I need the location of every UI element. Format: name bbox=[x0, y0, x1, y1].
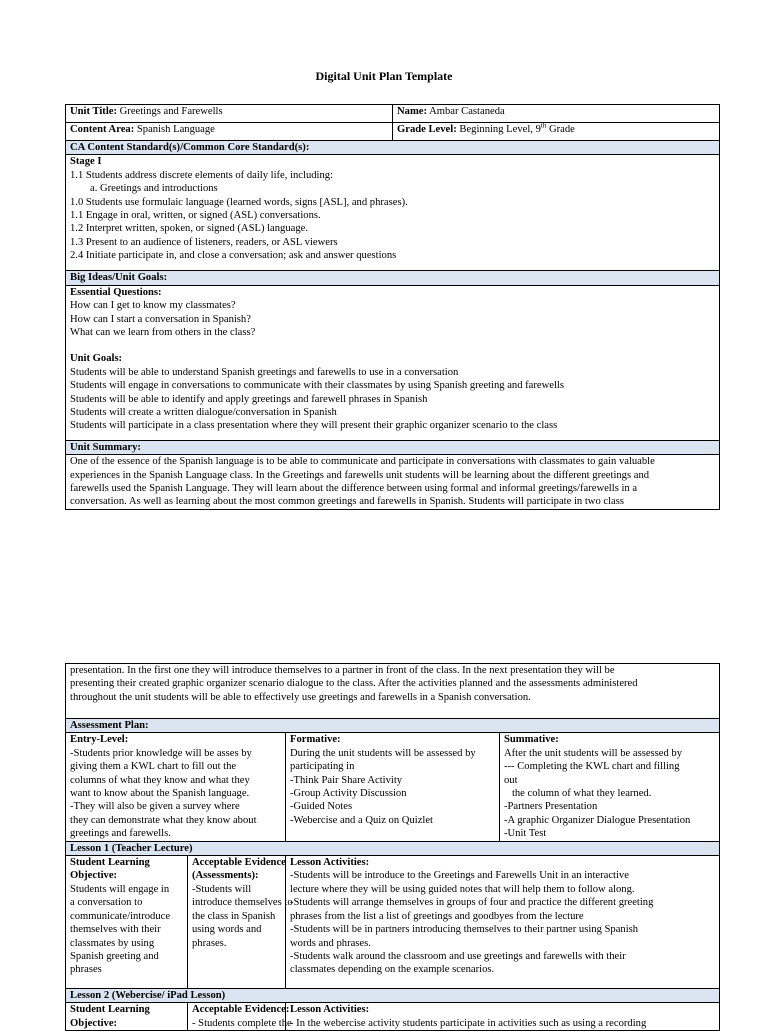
formative-line: -Guided Notes bbox=[290, 801, 353, 813]
lesson1-evidence-line: introduce themselves to bbox=[192, 897, 293, 909]
content-area-cell bbox=[66, 123, 393, 141]
lesson1-activities-label: Lesson Activities: bbox=[290, 857, 370, 869]
lesson1-objective-line: themselves with their bbox=[70, 924, 161, 936]
big-ideas-body bbox=[66, 285, 720, 440]
unit-goal: Students will create a written dialogue/conversation in Spanish bbox=[70, 407, 337, 419]
unit-summary-header: Unit Summary: bbox=[66, 440, 720, 454]
unit-title-label: Unit Title: bbox=[70, 106, 117, 117]
lesson2-evidence-cell bbox=[188, 1003, 292, 1031]
standards-body bbox=[66, 155, 720, 271]
entry-level-line: giving them a KWL chart to fill out the bbox=[70, 761, 237, 773]
lesson2-objective-label: Student Learning bbox=[70, 1004, 150, 1016]
entry-level-line: -They will also be given a survey where bbox=[70, 801, 240, 813]
entry-level-line: they can demonstrate what they know about bbox=[70, 814, 257, 826]
unit-plan-table-page1 bbox=[65, 104, 720, 510]
unit-goal: Students will be able to identify and apply greetings and farewell phrases in Spanish bbox=[70, 393, 428, 405]
lesson1-objective-line: classmates by using bbox=[70, 937, 155, 949]
unit-goal: Students will participate in a class presentation where they will present their graphic organizer scenario to the class bbox=[70, 420, 558, 432]
lesson1-evidence-line: the class in Spanish bbox=[192, 910, 276, 922]
summary-line: One of the essence of the Spanish language is to be able to communicate and participate in conversations with classmates to gain valuable bbox=[70, 456, 655, 468]
lesson2-evidence-line: - Students complete the bbox=[192, 1017, 292, 1029]
lesson1-activity-line: -Students walk around the classroom and use greetings and farewells with their bbox=[290, 950, 626, 962]
summative-line: After the unit students will be assessed by bbox=[504, 747, 683, 759]
standard-line: 2.4 Initiate participate in, and close a conversation; ask and answer questions bbox=[70, 250, 397, 262]
lesson1-evidence-label: Acceptable Evidence bbox=[192, 857, 286, 869]
content-area-value: Spanish Language bbox=[136, 124, 215, 135]
essential-questions-label: Essential Questions: bbox=[70, 286, 162, 298]
unit-title-value: Greetings and Farewells bbox=[119, 106, 223, 117]
unit-plan-table-page2 bbox=[65, 663, 720, 1031]
content-area-label: Content Area: bbox=[70, 124, 135, 135]
entry-level-cell bbox=[66, 733, 286, 841]
big-ideas-header: Big Ideas/Unit Goals: bbox=[66, 271, 720, 285]
entry-level-line: greetings and farewells. bbox=[70, 828, 171, 840]
unit-title-cell bbox=[66, 105, 393, 123]
lesson1-activity-line: -Students will be in partners introducing themselves to their partner using Spanish bbox=[290, 924, 639, 936]
entry-level-line: -Students prior knowledge will be asses by bbox=[70, 747, 252, 759]
unit-summary-continued bbox=[66, 664, 720, 719]
formative-label: Formative: bbox=[290, 734, 341, 746]
lesson2-activities-cell bbox=[286, 1003, 720, 1031]
grade-value-sup: th bbox=[540, 121, 547, 130]
summary-line: presentation. In the first one they will introduce themselves to a partner in front of the class. In the next presentation they will be bbox=[70, 665, 615, 676]
lesson1-objective-line: Students will engage in bbox=[70, 883, 170, 895]
essential-question: How can I get to know my classmates? bbox=[70, 300, 236, 312]
lesson2-objective-cell bbox=[66, 1003, 188, 1031]
lesson1-activities-cell bbox=[286, 856, 720, 989]
entry-level-line: want to know about the Spanish language. bbox=[70, 788, 250, 800]
summative-line: -Unit Test bbox=[504, 828, 547, 840]
unit-goals-label: Unit Goals: bbox=[70, 353, 123, 365]
summative-line: the column of what they learned. bbox=[504, 788, 652, 800]
grade-value-suffix: Grade bbox=[546, 124, 575, 135]
grade-level-label: Grade Level: bbox=[397, 124, 457, 135]
lesson1-evidence-line: -Students will bbox=[192, 883, 252, 895]
name-label: Name: bbox=[397, 106, 428, 117]
lesson1-activity-line: classmates depending on the example scenarios. bbox=[290, 964, 495, 976]
formative-line: participating in bbox=[290, 761, 355, 773]
name-cell bbox=[393, 105, 720, 123]
lesson1-evidence-label: (Assessments): bbox=[192, 870, 259, 882]
lesson1-evidence-line: phrases. bbox=[192, 937, 227, 949]
lesson2-objective-label: Objective: bbox=[70, 1017, 118, 1029]
lesson1-activity-line: words and phrases. bbox=[290, 937, 371, 949]
lesson1-activity-line: -Students will arrange themselves in groups of four and practice the different greeting bbox=[290, 897, 654, 909]
essential-question: What can we learn from others in the class? bbox=[70, 327, 256, 339]
lesson2-evidence-label: Acceptable Evidence: bbox=[192, 1004, 290, 1016]
lesson1-activity-line: lecture where they will be using guided notes that will help them to follow along. bbox=[290, 883, 635, 895]
document-title: Digital Unit Plan Template bbox=[315, 69, 453, 83]
standards-header: CA Content Standard(s)/Common Core Standard(s): bbox=[66, 141, 720, 155]
grade-level-cell bbox=[393, 123, 720, 141]
summary-line: farewells used the Spanish Language. They will learn about the difference between using formal and informal greetings/farewells in a bbox=[70, 483, 638, 495]
summary-line: throughout the unit students will be able to effectively use greetings and farewells in a Spanish conversation. bbox=[70, 691, 531, 703]
standard-line: 1.2 Interpret written, spoken, or signed (ASL) language. bbox=[70, 223, 309, 235]
formative-line: During the unit students will be assessed by bbox=[290, 747, 476, 759]
unit-goal: Students will engage in conversations to communicate with their classmates by using Spanish greeting and farewells bbox=[70, 380, 564, 392]
lesson1-objective-line: phrases bbox=[70, 964, 102, 976]
grade-value-main: Beginning Level, 9 bbox=[459, 124, 541, 135]
lesson1-activity-line: -Students will be introduce to the Greetings and Farewells Unit in an interactive bbox=[290, 870, 629, 882]
standard-line: 1.1 Engage in oral, written, or signed (ASL) conversations. bbox=[70, 210, 321, 222]
lesson2-header: Lesson 2 (Webercise/ iPad Lesson) bbox=[66, 989, 720, 1003]
lesson1-objective-cell bbox=[66, 856, 188, 989]
lesson1-evidence-cell bbox=[188, 856, 293, 989]
summative-line: -Partners Presentation bbox=[504, 801, 598, 813]
summative-line: out bbox=[504, 774, 518, 786]
stage-label: Stage I bbox=[70, 156, 102, 168]
summative-line: --- Completing the KWL chart and filling bbox=[504, 761, 680, 773]
summary-line: conversation. As well as learning about the most common greetings and farewells in Spanish. Students will participate in two class bbox=[70, 496, 624, 508]
lesson1-header: Lesson 1 (Teacher Lecture) bbox=[66, 841, 720, 855]
standard-line: 1.0 Students use formulaic language (learned words, signs [ASL], and phrases). bbox=[70, 196, 408, 208]
lesson1-evidence-line: using words and bbox=[192, 924, 262, 936]
standard-line: 1.1 Students address discrete elements of daily life, including: bbox=[70, 169, 334, 181]
name-value: Ambar Castaneda bbox=[429, 106, 505, 117]
unit-goal: Students will be able to understand Spanish greetings and farewells to use in a conversation bbox=[70, 366, 459, 378]
formative-line: -Group Activity Discussion bbox=[290, 788, 407, 800]
formative-cell bbox=[286, 733, 500, 841]
summary-line: experiences in the Spanish Language class. In the Greetings and farewells unit students will be learning about the different greetings and bbox=[70, 469, 650, 481]
standard-line: a. Greetings and introductions bbox=[90, 183, 218, 195]
grade-level-value bbox=[459, 121, 575, 135]
summative-label: Summative: bbox=[504, 734, 559, 746]
formative-line: -Think Pair Share Activity bbox=[290, 774, 403, 786]
summative-cell bbox=[500, 733, 720, 841]
lesson2-activities-label: Lesson Activities: bbox=[290, 1004, 370, 1016]
lesson2-activity-line: - In the webercise activity students participate in activities such as using a recording bbox=[290, 1017, 647, 1029]
essential-question: How can I start a conversation in Spanish? bbox=[70, 313, 251, 325]
assessment-plan-header: Assessment Plan: bbox=[66, 719, 720, 733]
entry-level-line: columns of what they know and what they bbox=[70, 774, 250, 786]
lesson1-objective-line: a conversation to bbox=[70, 897, 143, 909]
summary-line: presenting their created graphic organizer scenario dialogue to the class. After the activities planned and the assessments administered bbox=[70, 678, 638, 690]
lesson1-objective-line: Spanish greeting and bbox=[70, 950, 159, 962]
lesson1-objective-label: Objective: bbox=[70, 870, 118, 882]
lesson1-objective-line: communicate/introduce bbox=[70, 910, 171, 922]
standard-line: 1.3 Present to an audience of listeners, readers, or ASL viewers bbox=[70, 236, 338, 248]
summative-line: -A graphic Organizer Dialogue Presentation bbox=[504, 814, 691, 826]
entry-level-label: Entry-Level: bbox=[70, 734, 129, 746]
unit-summary-body bbox=[66, 455, 720, 510]
lesson1-objective-label: Student Learning bbox=[70, 857, 150, 869]
formative-line: -Webercise and a Quiz on Quizlet bbox=[290, 814, 433, 826]
lesson1-activity-line: phrases from the list a list of greetings and goodbyes from the lecture bbox=[290, 910, 584, 922]
